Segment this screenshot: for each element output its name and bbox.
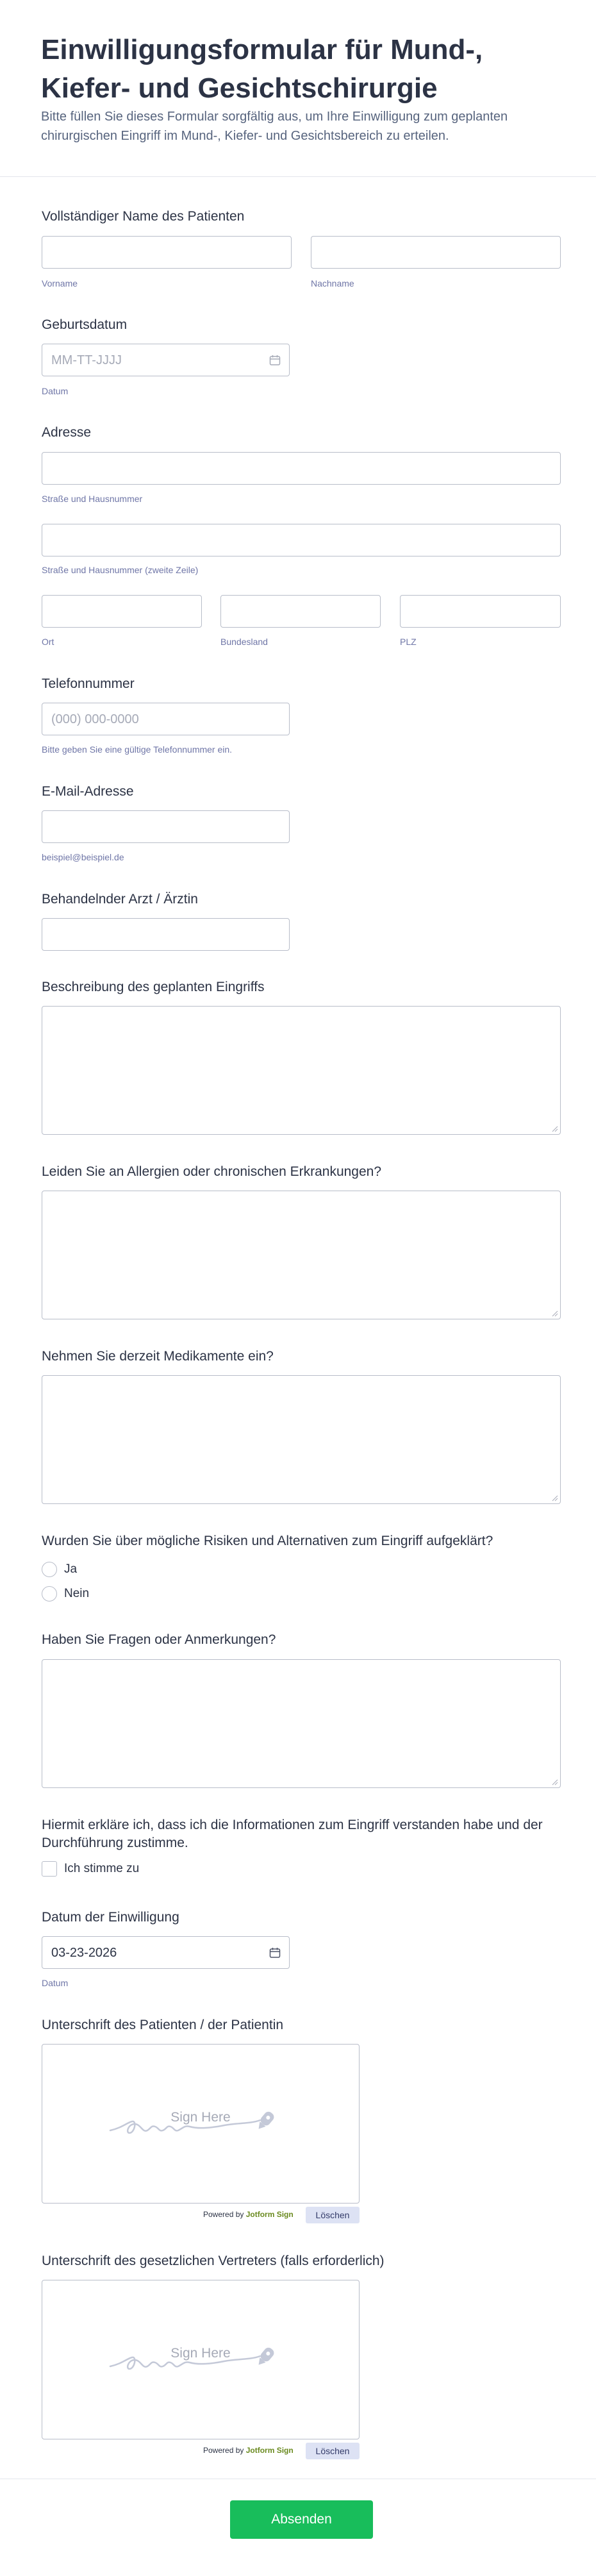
street-input[interactable] (42, 452, 561, 485)
resize-handle-icon[interactable] (550, 1494, 558, 1501)
form-subtitle: Bitte füllen Sie dieses Formular sorgfältig aus, um Ihre Einwilligung zum geplanten chirurgischen Eingriff im Mund-, Kiefer- und Gesichtsbereich zu erteilen. (41, 110, 508, 143)
powered-by-prefix: Powered by (203, 2210, 244, 2219)
first-name-input[interactable] (42, 236, 292, 269)
birthdate-input[interactable] (42, 344, 290, 376)
form-title: Einwilligungsformular für Mund-, Kiefer- und Gesichtschirurgie (41, 34, 483, 104)
patient-signature-pad[interactable] (42, 2044, 360, 2204)
name-label: Vollständiger Name des Patienten (42, 209, 245, 224)
allergies-textarea[interactable] (42, 1191, 561, 1319)
patient-powered-by (203, 2209, 294, 2220)
state-input[interactable] (220, 595, 381, 628)
risks-radio-yes[interactable] (42, 1562, 57, 1577)
city-sublabel: Ort (42, 637, 54, 647)
risks-option-no-label[interactable]: Nein (64, 1587, 90, 1600)
patient-signature-label: Unterschrift des Patienten / der Patientin (42, 2018, 284, 2032)
street2-sublabel: Straße und Hausnummer (zweite Zeile) (42, 565, 199, 575)
doctor-input[interactable] (42, 918, 290, 951)
signature-scribble-icon (109, 2105, 295, 2143)
resize-handle-icon[interactable] (550, 1125, 558, 1132)
consent-checkbox-label[interactable]: Ich stimme zu (64, 1862, 140, 1875)
risks-label: Wurden Sie über mögliche Risiken und Alternativen zum Eingriff aufgeklärt? (42, 1534, 493, 1548)
guardian-signature-label: Unterschrift des gesetzlichen Vertreters (falls erforderlich) (42, 2254, 385, 2268)
email-label: E-Mail-Adresse (42, 784, 134, 799)
street-sublabel: Straße und Hausnummer (42, 494, 143, 504)
phone-placeholder: (000) 000-0000 (51, 712, 139, 726)
questions-textarea[interactable] (42, 1659, 561, 1788)
phone-input[interactable] (42, 703, 290, 735)
last-name-input[interactable] (311, 236, 561, 269)
consent-date-label: Datum der Einwilligung (42, 1910, 179, 1925)
street2-input[interactable] (42, 524, 561, 556)
medication-label: Nehmen Sie derzeit Medikamente ein? (42, 1349, 274, 1364)
birthdate-label: Geburtsdatum (42, 317, 128, 332)
resize-handle-icon[interactable] (550, 1309, 558, 1317)
consent-date-sublabel: Datum (42, 1978, 69, 1988)
calendar-icon[interactable] (269, 354, 281, 367)
guardian-signature-pad[interactable] (42, 2280, 360, 2439)
questions-label: Haben Sie Fragen oder Anmerkungen? (42, 1632, 276, 1647)
declaration-label: Hiermit erkläre ich, dass ich die Informationen zum Eingriff verstanden habe und der Durchführung zustimme. (42, 1818, 543, 1850)
address-label: Adresse (42, 425, 92, 440)
birthdate-sublabel: Datum (42, 386, 69, 396)
email-sublabel: beispiel@beispiel.de (42, 852, 124, 862)
guardian-signature-clear-button[interactable]: Löschen (306, 2443, 360, 2459)
phone-sublabel: Bitte geben Sie eine gültige Telefonnummer ein. (42, 744, 233, 755)
patient-signature-clear-button[interactable]: Löschen (306, 2207, 360, 2223)
risks-option-yes-label[interactable]: Ja (64, 1562, 78, 1576)
birthdate-placeholder: MM-TT-JJJJ (51, 353, 122, 367)
sign-here-placeholder: Sign Here (170, 2346, 231, 2361)
submit-button[interactable]: Absenden (230, 2500, 373, 2539)
email-input[interactable] (42, 810, 290, 843)
consent-date-value: 03-23-2026 (51, 1946, 117, 1960)
procedure-label: Beschreibung des geplanten Eingriffs (42, 980, 265, 994)
zip-input[interactable] (400, 595, 561, 628)
doctor-label: Behandelnder Arzt / Ärztin (42, 892, 198, 907)
jotform-sign-brand: Jotform Sign (245, 2446, 294, 2455)
state-sublabel: Bundesland (220, 637, 268, 647)
risks-radio-no[interactable] (42, 1586, 57, 1602)
phone-label: Telefonnummer (42, 676, 135, 691)
powered-by-prefix: Powered by (203, 2446, 244, 2455)
zip-sublabel: PLZ (400, 637, 417, 647)
first-name-sublabel: Vorname (42, 278, 78, 289)
allergies-label: Leiden Sie an Allergien oder chronischen Erkrankungen? (42, 1164, 382, 1179)
signature-scribble-icon (109, 2341, 295, 2379)
sign-here-placeholder: Sign Here (170, 2110, 231, 2125)
jotform-sign-brand: Jotform Sign (245, 2210, 294, 2219)
last-name-sublabel: Nachname (311, 278, 354, 289)
city-input[interactable] (42, 595, 202, 628)
resize-handle-icon[interactable] (550, 1778, 558, 1786)
guardian-powered-by (203, 2445, 294, 2455)
calendar-icon[interactable] (269, 1946, 281, 1959)
consent-checkbox[interactable] (42, 1861, 57, 1877)
consent-date-input[interactable] (42, 1936, 290, 1969)
medication-textarea[interactable] (42, 1375, 561, 1504)
form-header (0, 0, 596, 177)
procedure-textarea[interactable] (42, 1006, 561, 1135)
